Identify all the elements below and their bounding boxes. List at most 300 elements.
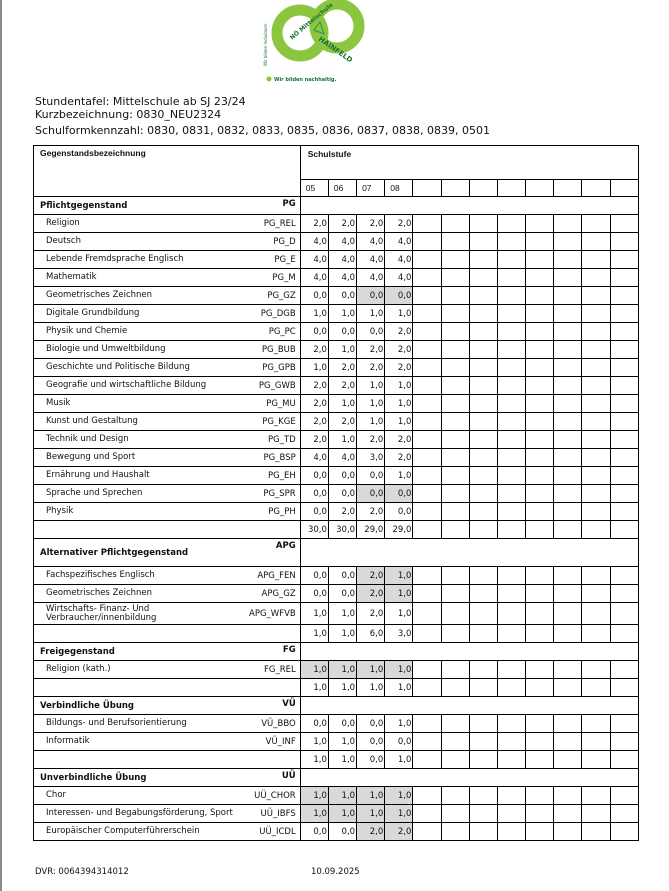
hours-cell: 2,0 — [328, 413, 356, 431]
empty-cell — [610, 305, 638, 323]
page-edge — [0, 0, 2, 891]
empty-cell — [526, 341, 554, 359]
hours-cell: 0,0 — [328, 567, 356, 585]
subject-row — [34, 323, 639, 341]
subject-code: PG_GPB — [245, 359, 300, 377]
empty-cell — [554, 251, 582, 269]
empty-cell — [497, 287, 525, 305]
empty-cell — [554, 625, 582, 643]
empty-cell — [582, 251, 610, 269]
subject-name: Digitale Grundbildung — [34, 305, 245, 323]
empty-cell — [554, 269, 582, 287]
empty-cell — [497, 503, 525, 521]
empty-cell — [497, 467, 525, 485]
subject-row — [34, 787, 639, 805]
hours-cell: 2,0 — [300, 413, 328, 431]
empty-cell — [469, 215, 497, 233]
total-hours-cell: 30,0 — [328, 521, 356, 539]
empty-cell — [413, 341, 441, 359]
empty-cell — [497, 413, 525, 431]
section-name: Freigegenstand — [34, 643, 245, 661]
section-header-row — [34, 539, 639, 567]
hours-cell: 0,0 — [328, 287, 356, 305]
hours-cell: 1,0 — [385, 567, 413, 585]
empty-cell — [526, 395, 554, 413]
school-logo — [262, 0, 372, 86]
subject-row — [34, 603, 639, 625]
section-code: APG — [245, 539, 300, 567]
empty-cell — [497, 359, 525, 377]
subject-row — [34, 413, 639, 431]
empty-cell — [441, 503, 469, 521]
empty-cell — [413, 359, 441, 377]
empty-cell — [469, 733, 497, 751]
total-hours-cell: 30,0 — [300, 521, 328, 539]
subject-row — [34, 805, 639, 823]
hours-cell: 1,0 — [357, 413, 385, 431]
empty-cell — [554, 359, 582, 377]
empty-cell — [554, 233, 582, 251]
subject-code: PG_PC — [245, 323, 300, 341]
subject-row — [34, 485, 639, 503]
empty-cell — [469, 567, 497, 585]
subject-code: APG_GZ — [245, 585, 300, 603]
empty-cell — [554, 305, 582, 323]
empty-cell — [554, 377, 582, 395]
hours-cell: 2,0 — [385, 323, 413, 341]
subject-name: Religion (kath.) — [34, 661, 245, 679]
subject-code: PG_GZ — [245, 287, 300, 305]
hours-cell: 2,0 — [385, 823, 413, 841]
hours-cell: 0,0 — [300, 503, 328, 521]
hours-cell: 2,0 — [357, 585, 385, 603]
empty-cell — [469, 521, 497, 539]
empty-cell — [497, 233, 525, 251]
hours-cell: 1,0 — [328, 733, 356, 751]
hours-cell: 0,0 — [328, 823, 356, 841]
subject-row — [34, 733, 639, 751]
year-header: 07 — [357, 180, 385, 197]
empty-cell — [610, 585, 638, 603]
empty-cell — [469, 823, 497, 841]
hours-cell: 0,0 — [357, 323, 385, 341]
empty-cell — [469, 323, 497, 341]
empty-cell — [554, 787, 582, 805]
empty-cell — [497, 787, 525, 805]
empty-cell — [582, 485, 610, 503]
empty-cell — [413, 305, 441, 323]
total-hours-cell: 1,0 — [328, 625, 356, 643]
empty-cell — [582, 431, 610, 449]
empty-cell — [582, 823, 610, 841]
empty-cell — [497, 431, 525, 449]
hours-cell: 1,0 — [328, 305, 356, 323]
empty-cell — [497, 377, 525, 395]
empty-cell — [441, 625, 469, 643]
hours-cell: 0,0 — [385, 485, 413, 503]
total-hours-cell: 1,0 — [385, 751, 413, 769]
empty-cell — [469, 287, 497, 305]
hours-cell: 2,0 — [385, 215, 413, 233]
svg-text:NÖ Mittelschule: NÖ Mittelschule — [288, 1, 335, 42]
empty-cell — [526, 251, 554, 269]
empty-cell — [526, 567, 554, 585]
empty-cell — [526, 521, 554, 539]
hours-cell: 1,0 — [328, 395, 356, 413]
hours-cell: 1,0 — [328, 341, 356, 359]
hours-cell: 4,0 — [300, 233, 328, 251]
empty-cell — [441, 715, 469, 733]
hours-cell: 0,0 — [385, 733, 413, 751]
hours-cell: 1,0 — [328, 431, 356, 449]
empty-cell — [469, 485, 497, 503]
empty-cell — [610, 359, 638, 377]
empty-cell — [582, 305, 610, 323]
empty-cell — [554, 341, 582, 359]
subject-row — [34, 449, 639, 467]
hours-cell: 1,0 — [385, 413, 413, 431]
svg-text:Wir bilden nachhaltig.: Wir bilden nachhaltig. — [274, 77, 337, 83]
empty-cell — [526, 503, 554, 521]
empty-year-header — [526, 180, 554, 197]
hours-cell: 1,0 — [385, 787, 413, 805]
empty-cell — [497, 679, 525, 697]
subject-name: Interessen- und Begabungsförderung, Sport — [34, 805, 245, 823]
hours-cell: 4,0 — [328, 449, 356, 467]
hours-cell: 2,0 — [328, 377, 356, 395]
hours-cell: 2,0 — [328, 503, 356, 521]
hours-cell: 4,0 — [357, 233, 385, 251]
section-total-row — [34, 751, 639, 769]
empty-year-header — [582, 180, 610, 197]
subject-name: Informatik — [34, 733, 245, 751]
empty-cell — [441, 323, 469, 341]
empty-cell — [582, 395, 610, 413]
subject-name: Musik — [34, 395, 245, 413]
empty-cell — [441, 467, 469, 485]
hours-cell: 2,0 — [385, 449, 413, 467]
empty-cell — [441, 287, 469, 305]
empty-cell — [582, 269, 610, 287]
section-name: Alternativer Pflichtgegenstand — [34, 539, 245, 567]
empty-cell — [413, 485, 441, 503]
hours-cell: 4,0 — [300, 449, 328, 467]
subject-code: PG_E — [245, 251, 300, 269]
subject-name: Geometrisches Zeichnen — [34, 585, 245, 603]
hours-cell: 2,0 — [385, 431, 413, 449]
empty-year-header — [610, 180, 638, 197]
empty-cell — [469, 233, 497, 251]
empty-cell — [441, 521, 469, 539]
empty-cell — [469, 341, 497, 359]
empty-cell — [582, 287, 610, 305]
empty-cell — [582, 661, 610, 679]
total-label-cell — [34, 679, 301, 697]
empty-cell — [582, 585, 610, 603]
empty-cell — [441, 733, 469, 751]
short-name: Kurzbezeichnung: 0830_NEU2324 — [35, 108, 222, 121]
hours-cell: 0,0 — [357, 485, 385, 503]
hours-cell: 2,0 — [357, 567, 385, 585]
empty-cell — [582, 467, 610, 485]
empty-year-header — [441, 180, 469, 197]
empty-cell — [610, 503, 638, 521]
empty-year-header — [497, 180, 525, 197]
hours-cell: 1,0 — [385, 661, 413, 679]
subject-name: Geschichte und Politische Bildung — [34, 359, 245, 377]
empty-cell — [610, 287, 638, 305]
empty-cell — [554, 567, 582, 585]
hours-cell: 4,0 — [300, 269, 328, 287]
section-header-row — [34, 769, 639, 787]
empty-cell — [554, 603, 582, 625]
empty-cell — [413, 751, 441, 769]
empty-cell — [497, 715, 525, 733]
empty-cell — [610, 521, 638, 539]
subject-name: Physik und Chemie — [34, 323, 245, 341]
empty-cell — [554, 323, 582, 341]
empty-cell — [469, 359, 497, 377]
hours-cell: 0,0 — [300, 715, 328, 733]
empty-cell — [526, 625, 554, 643]
section-empty-span — [300, 539, 638, 567]
subject-row — [34, 715, 639, 733]
empty-cell — [413, 733, 441, 751]
svg-text:Wir bilden Individuen: Wir bilden Individuen — [263, 23, 268, 66]
hours-cell: 0,0 — [300, 585, 328, 603]
empty-cell — [554, 715, 582, 733]
empty-cell — [554, 449, 582, 467]
section-total-row — [34, 625, 639, 643]
empty-cell — [469, 413, 497, 431]
empty-cell — [497, 269, 525, 287]
subject-name: Sprache und Sprechen — [34, 485, 245, 503]
subject-name: Mathematik — [34, 269, 245, 287]
empty-cell — [413, 323, 441, 341]
subject-code: PG_BSP — [245, 449, 300, 467]
empty-cell — [610, 805, 638, 823]
hours-cell: 4,0 — [385, 251, 413, 269]
hours-cell: 2,0 — [300, 395, 328, 413]
empty-cell — [413, 603, 441, 625]
empty-cell — [497, 733, 525, 751]
total-hours-cell: 1,0 — [328, 751, 356, 769]
empty-cell — [554, 805, 582, 823]
empty-cell — [469, 679, 497, 697]
empty-cell — [441, 341, 469, 359]
section-code: UÜ — [245, 769, 300, 787]
total-hours-cell: 3,0 — [385, 625, 413, 643]
empty-cell — [469, 603, 497, 625]
subject-name: Geometrisches Zeichnen — [34, 287, 245, 305]
subject-row — [34, 661, 639, 679]
subject-name: Deutsch — [34, 233, 245, 251]
empty-cell — [441, 431, 469, 449]
empty-cell — [413, 521, 441, 539]
empty-cell — [469, 661, 497, 679]
hours-cell: 0,0 — [328, 323, 356, 341]
empty-cell — [497, 251, 525, 269]
total-hours-cell: 1,0 — [300, 625, 328, 643]
subject-row — [34, 251, 639, 269]
empty-cell — [526, 787, 554, 805]
empty-cell — [413, 787, 441, 805]
subject-code: PG_BUB — [245, 341, 300, 359]
empty-cell — [582, 233, 610, 251]
empty-cell — [413, 625, 441, 643]
subject-name: Chor — [34, 787, 245, 805]
empty-cell — [610, 449, 638, 467]
empty-cell — [610, 715, 638, 733]
section-name: Verbindliche Übung — [34, 697, 245, 715]
hours-cell: 2,0 — [300, 377, 328, 395]
empty-cell — [610, 661, 638, 679]
empty-cell — [610, 733, 638, 751]
empty-cell — [526, 431, 554, 449]
empty-cell — [413, 377, 441, 395]
empty-cell — [497, 661, 525, 679]
empty-cell — [441, 567, 469, 585]
hours-cell: 1,0 — [385, 467, 413, 485]
hours-cell: 2,0 — [357, 215, 385, 233]
empty-year-header — [554, 180, 582, 197]
empty-cell — [526, 233, 554, 251]
empty-cell — [441, 679, 469, 697]
empty-cell — [469, 503, 497, 521]
empty-cell — [441, 269, 469, 287]
hours-cell: 1,0 — [385, 377, 413, 395]
empty-cell — [497, 805, 525, 823]
section-code: PG — [245, 197, 300, 215]
subject-row — [34, 377, 639, 395]
empty-cell — [526, 323, 554, 341]
hours-cell: 0,0 — [385, 503, 413, 521]
subject-row — [34, 503, 639, 521]
total-hours-cell: 1,0 — [385, 679, 413, 697]
hours-cell: 0,0 — [300, 485, 328, 503]
empty-cell — [554, 287, 582, 305]
empty-cell — [441, 805, 469, 823]
subject-code: PG_D — [245, 233, 300, 251]
empty-cell — [610, 215, 638, 233]
empty-cell — [610, 467, 638, 485]
empty-cell — [554, 521, 582, 539]
empty-cell — [582, 625, 610, 643]
subject-row — [34, 341, 639, 359]
subject-name: Technik und Design — [34, 431, 245, 449]
year-header: 08 — [385, 180, 413, 197]
section-total-row — [34, 679, 639, 697]
empty-cell — [554, 503, 582, 521]
subject-code: UÜ_CHOR — [245, 787, 300, 805]
subject-name: Biologie und Umweltbildung — [34, 341, 245, 359]
hours-cell: 1,0 — [300, 359, 328, 377]
empty-cell — [469, 269, 497, 287]
subject-name: Geografie und wirtschaftliche Bildung — [34, 377, 245, 395]
empty-cell — [582, 567, 610, 585]
section-name: Pflichtgegenstand — [34, 197, 245, 215]
dvr-number: DVR: 0064394314012 — [35, 867, 129, 877]
grade-level-header: Schulstufe — [300, 146, 638, 180]
subject-row — [34, 395, 639, 413]
hours-cell: 0,0 — [357, 287, 385, 305]
empty-year-header — [413, 180, 441, 197]
empty-cell — [413, 823, 441, 841]
empty-cell — [497, 751, 525, 769]
hours-cell: 1,0 — [357, 787, 385, 805]
hours-cell: 1,0 — [385, 395, 413, 413]
subject-row — [34, 567, 639, 585]
subject-code: FG_REL — [245, 661, 300, 679]
empty-cell — [497, 341, 525, 359]
total-hours-cell: 1,0 — [300, 751, 328, 769]
subject-code: PG_GWB — [245, 377, 300, 395]
empty-cell — [526, 359, 554, 377]
subject-code: UÜ_IBFS — [245, 805, 300, 823]
subject-name: Wirtschafts- Finanz- Und Verbraucher/innenbildung — [34, 603, 245, 625]
subject-code: VÜ_BBO — [245, 715, 300, 733]
empty-year-header — [469, 180, 497, 197]
hours-cell: 2,0 — [357, 431, 385, 449]
empty-cell — [582, 751, 610, 769]
empty-cell — [441, 377, 469, 395]
empty-cell — [554, 467, 582, 485]
empty-cell — [497, 485, 525, 503]
empty-cell — [610, 323, 638, 341]
section-empty-span — [300, 643, 638, 661]
empty-cell — [413, 661, 441, 679]
empty-cell — [610, 251, 638, 269]
hours-cell: 4,0 — [328, 233, 356, 251]
empty-cell — [582, 787, 610, 805]
hours-cell: 0,0 — [385, 287, 413, 305]
subject-code: PG_DGB — [245, 305, 300, 323]
empty-cell — [441, 233, 469, 251]
empty-cell — [554, 585, 582, 603]
empty-cell — [497, 323, 525, 341]
school-form-codes: Schulformkennzahl: 0830, 0831, 0832, 0833, 0835, 0836, 0837, 0838, 0839, 0501 — [35, 124, 490, 137]
empty-cell — [582, 503, 610, 521]
hours-cell: 0,0 — [328, 467, 356, 485]
subject-name: Bildungs- und Berufsorientierung — [34, 715, 245, 733]
empty-cell — [497, 395, 525, 413]
empty-cell — [441, 485, 469, 503]
empty-cell — [497, 567, 525, 585]
empty-cell — [469, 585, 497, 603]
subject-code: PG_PH — [245, 503, 300, 521]
empty-cell — [526, 215, 554, 233]
year-header: 06 — [328, 180, 356, 197]
empty-cell — [526, 305, 554, 323]
hours-cell: 1,0 — [357, 805, 385, 823]
hours-cell: 1,0 — [328, 661, 356, 679]
hours-cell: 4,0 — [357, 251, 385, 269]
subject-row — [34, 305, 639, 323]
empty-cell — [610, 823, 638, 841]
section-total-row — [34, 521, 639, 539]
empty-cell — [610, 751, 638, 769]
subject-row — [34, 467, 639, 485]
subject-row — [34, 215, 639, 233]
hours-cell: 1,0 — [300, 733, 328, 751]
empty-cell — [526, 823, 554, 841]
empty-cell — [441, 449, 469, 467]
empty-cell — [413, 449, 441, 467]
empty-cell — [497, 625, 525, 643]
empty-cell — [582, 715, 610, 733]
empty-cell — [497, 521, 525, 539]
hours-cell: 0,0 — [357, 467, 385, 485]
